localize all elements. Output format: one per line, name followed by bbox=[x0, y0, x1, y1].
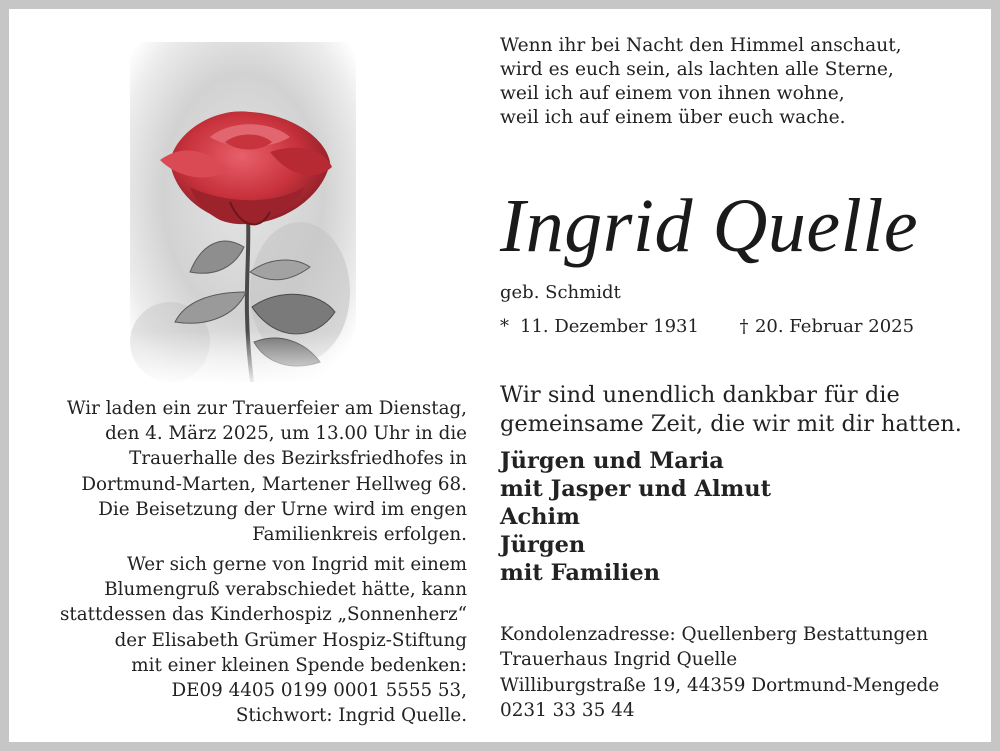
ceremony-line: den 4. März 2025, um 13.00 Uhr in die bbox=[105, 423, 467, 445]
condolence-address bbox=[500, 622, 939, 723]
life-dates bbox=[500, 315, 970, 339]
ceremony-line: Dortmund-Marten, Martener Hellweg 68. bbox=[81, 473, 467, 495]
poem-line: wird es euch sein, als lachten alle Sterne, bbox=[500, 59, 894, 80]
family-member: Jürgen und Maria bbox=[500, 448, 724, 474]
ceremony-line: Familienkreis erfolgen. bbox=[252, 524, 467, 546]
donation-iban: DE09 4405 0199 0001 5555 53, bbox=[171, 680, 467, 702]
poem-line: Wenn ihr bei Nacht den Himmel anschaut, bbox=[500, 35, 902, 56]
rose-photo bbox=[130, 42, 356, 382]
birth-star-icon: * bbox=[500, 316, 509, 337]
donation-line: der Elisabeth Grümer Hospiz-Stiftung bbox=[114, 629, 467, 651]
death-date: 20. Februar 2025 bbox=[754, 316, 915, 337]
poem-line: weil ich auf einem von ihnen wohne, bbox=[500, 83, 845, 104]
family-list bbox=[500, 447, 771, 587]
family-member: Achim bbox=[500, 504, 580, 530]
contact-line: Williburgstraße 19, 44359 Dortmund-Mengede bbox=[500, 674, 940, 696]
donation-line: Wer sich gerne von Ingrid mit einem bbox=[126, 554, 467, 575]
donation-notice bbox=[29, 552, 467, 728]
family-member: Jürgen bbox=[500, 532, 586, 558]
obituary-card bbox=[9, 9, 991, 742]
gratitude-text bbox=[500, 381, 980, 439]
family-member: mit Jasper und Almut bbox=[500, 476, 772, 502]
ceremony-line: Die Beisetzung der Urne wird im engen bbox=[98, 498, 467, 520]
donation-line: stattdessen das Kinderhospiz „Sonnenherz“ bbox=[60, 604, 467, 626]
ceremony-notice bbox=[29, 396, 467, 547]
birth-date: 11. Dezember 1931 bbox=[520, 316, 699, 337]
contact-line: Trauerhaus Ingrid Quelle bbox=[500, 649, 738, 671]
donation-line: Blumengruß verabschiedet hätte, kann bbox=[104, 579, 467, 601]
donation-line: mit einer kleinen Spende bedenken: bbox=[131, 654, 467, 676]
gratitude-line: Wir sind unendlich dankbar für die bbox=[500, 382, 900, 408]
family-member: mit Familien bbox=[500, 560, 661, 586]
poem-line: weil ich auf einem über euch wache. bbox=[500, 107, 846, 128]
death-cross-icon: † bbox=[739, 316, 749, 337]
rose-image bbox=[130, 42, 356, 382]
deceased-name: Ingrid Quelle bbox=[500, 184, 919, 268]
contact-line: Kondolenzadresse: Quellenberg Bestattungen bbox=[500, 624, 929, 645]
maiden-name: geb. Schmidt bbox=[500, 282, 621, 303]
poem bbox=[500, 34, 970, 130]
ceremony-line: Trauerhalle des Bezirksfriedhofes in bbox=[129, 448, 467, 470]
gratitude-line: gemeinsame Zeit, die wir mit dir hatten. bbox=[500, 411, 962, 437]
ceremony-line: Wir laden ein zur Trauerfeier am Dienstag, bbox=[66, 398, 467, 419]
contact-phone: 0231 33 35 44 bbox=[500, 699, 635, 721]
donation-keyword: Stichwort: Ingrid Quelle. bbox=[235, 705, 467, 727]
